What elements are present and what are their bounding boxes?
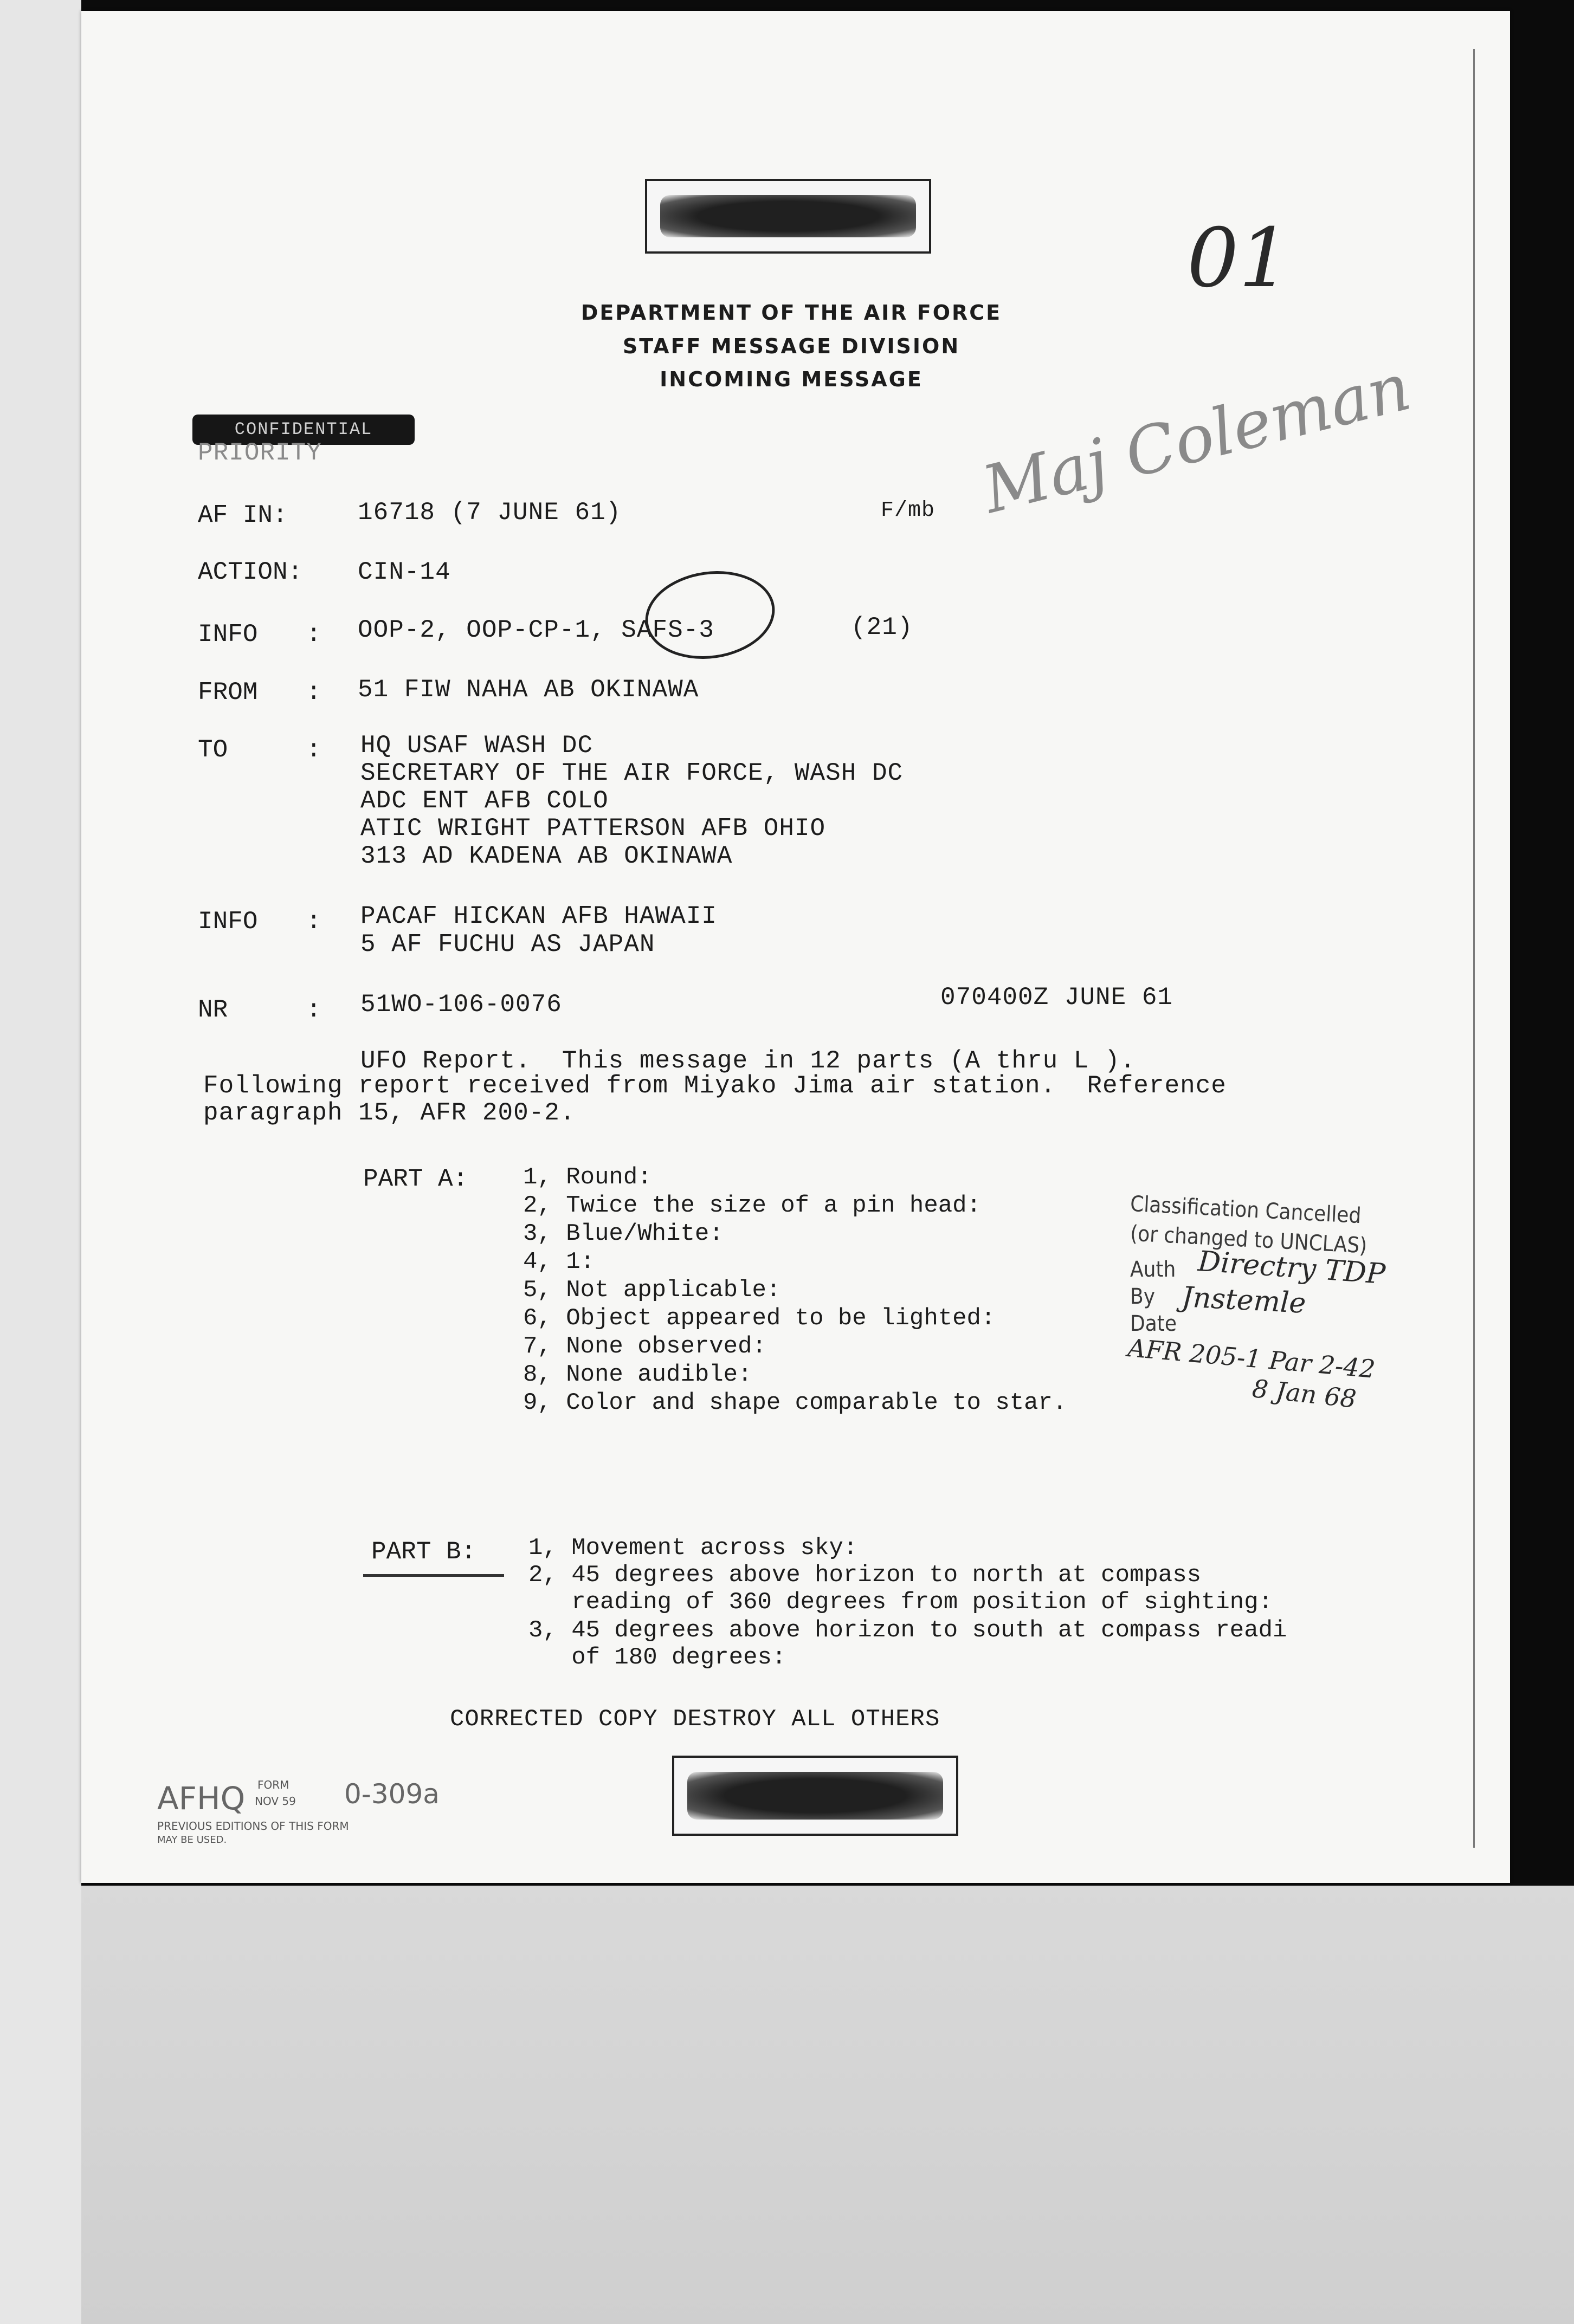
part-b-item-3-cont: of 180 degrees: [528,1644,786,1671]
corrected-copy-notice: CORRECTED COPY DESTROY ALL OTHERS [450,1706,940,1733]
left-paper-edge [0,0,81,2324]
declass-hand-date: 8 Jan 68 [1250,1374,1358,1414]
handwritten-page-number: 01 [1187,211,1291,306]
action-value: CIN-14 [358,558,451,586]
part-a-item-5: 5, Not applicable: [523,1277,781,1304]
form-word: FORM [257,1778,289,1791]
header-incoming: INCOMING MESSAGE [660,367,923,391]
to-line-1: HQ USAF WASH DC [360,731,594,760]
to-label: TO [198,736,228,764]
af-in-value: 16718 (7 JUNE 61) [358,499,622,527]
part-b-item-3: 3, 45 degrees above horizon to south at compass readi [528,1617,1287,1644]
redacted-classification: CONFIDENTIAL [192,415,415,445]
part-a-item-7: 7, None observed: [523,1333,766,1360]
from-colon: : [306,678,321,707]
declass-stamp-auth: Auth [1130,1257,1176,1282]
part-b-item-2-cont: reading of 360 degrees from position of sighting: [528,1589,1273,1616]
part-a-item-2: 2, Twice the size of a pin head: [523,1192,981,1219]
info2-colon: : [306,908,321,936]
safs-circle [640,563,780,667]
to-line-4: ATIC WRIGHT PATTERSON AFB OHIO [360,814,826,843]
handwritten-name: Maj Coleman [976,349,1418,528]
part-b-item-2: 2, 45 degrees above horizon to north at compass [528,1562,1202,1589]
form-number: 0-309a [344,1778,440,1810]
nr-colon: : [306,996,321,1024]
part-a-item-3: 3, Blue/White: [523,1220,724,1247]
form-org: AFHQ [157,1780,246,1817]
body-line-1: UFO Report. This message in 12 parts (A thru L ). [360,1047,1136,1075]
from-value: 51 FIW NAHA AB OKINAWA [358,676,699,704]
part-a-item-1: 1, Round: [523,1164,652,1191]
message-page [81,11,1510,1883]
top-redaction-box [645,179,931,254]
part-a-item-9: 9, Color and shape comparable to star. [523,1389,1067,1416]
declass-stamp-line-1: Classification Cancelled [1130,1191,1362,1229]
nr-label: NR [198,996,228,1024]
to-line-2: SECRETARY OF THE AIR FORCE, WASH DC [360,759,904,787]
info-value: OOP-2, OOP-CP-1, SAFS-3 [358,616,714,644]
info-count: (21) [851,613,913,642]
nr-value: 51WO-106-0076 [360,991,562,1019]
part-b-label: PART B: [371,1538,476,1566]
header-division: STAFF MESSAGE DIVISION [622,334,960,358]
declass-hand-ref: AFR 205-1 Par 2-42 [1126,1333,1377,1384]
form-previous-editions: PREVIOUS EDITIONS OF THIS FORM [157,1820,349,1833]
to-line-5: 313 AD KADENA AB OKINAWA [360,842,733,870]
form-date: NOV 59 [255,1795,296,1808]
form-may-be-used: MAY BE USED. [157,1834,227,1846]
bottom-redaction-box [672,1756,958,1836]
part-a-item-6: 6, Object appeared to be lighted: [523,1305,996,1332]
from-label: FROM [198,678,258,707]
info2-label: INFO [198,908,258,936]
part-a-item-8: 8, None audible: [523,1361,752,1388]
declass-hand-by: Jnstemle [1180,1281,1307,1320]
declass-stamp-by: By [1130,1284,1155,1309]
info-colon: : [306,620,321,649]
af-in-label: AF IN: [198,501,288,529]
declass-stamp-line-2: (or changed to UNCLAS) [1130,1221,1368,1259]
info2-line-1: PACAF HICKAN AFB HAWAII [360,902,717,930]
initials: F/mb [881,499,936,523]
part-b-underline [363,1574,504,1577]
declass-stamp-date: Date [1130,1311,1177,1336]
date-time-group: 070400Z JUNE 61 [940,983,1173,1012]
declass-hand-auth: Directry TDP [1197,1245,1386,1291]
to-line-3: ADC ENT AFB COLO [360,787,609,815]
light-backdrop [0,1886,1574,2324]
right-margin-crease [1473,49,1475,1848]
part-a-item-4: 4, 1: [523,1248,595,1276]
part-a-label: PART A: [363,1165,468,1193]
action-label: ACTION: [198,558,303,586]
body-line-3: paragraph 15, AFR 200-2. [203,1099,576,1127]
part-b-item-1: 1, Movement across sky: [528,1535,858,1562]
info-label: INFO [198,620,258,649]
body-line-2: Following report received from Miyako Jima air station. Reference [203,1072,1227,1100]
info2-line-2: 5 AF FUCHU AS JAPAN [360,930,655,959]
precedence: PRIORITY [198,439,322,467]
header-department: DEPARTMENT OF THE AIR FORCE [580,301,1002,325]
to-colon: : [306,736,321,764]
